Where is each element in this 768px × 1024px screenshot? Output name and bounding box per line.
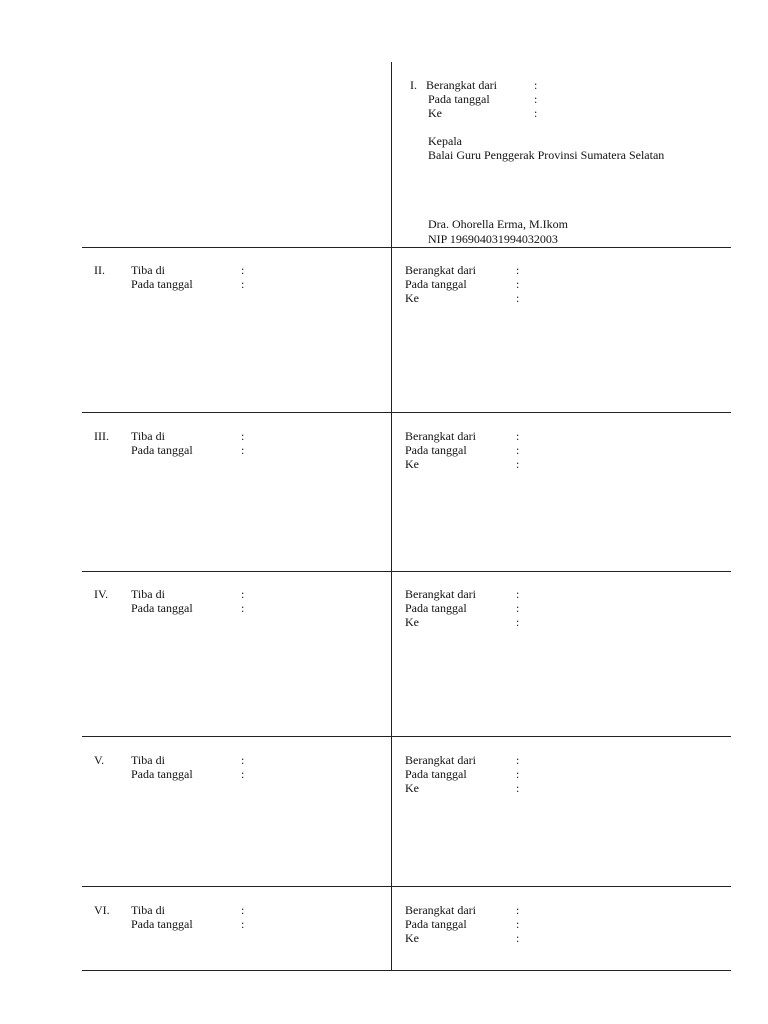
row-divider-6 [82, 970, 731, 971]
colon: : [516, 917, 520, 931]
colon: : [241, 753, 245, 767]
colon: : [241, 903, 245, 917]
colon: : [516, 277, 520, 291]
ke-label: Ke [405, 931, 419, 945]
colon: : [241, 601, 245, 615]
ke-label: Ke [405, 291, 419, 305]
colon: : [516, 615, 520, 629]
tanggal-label: Pada tanggal [131, 767, 193, 781]
colon: : [516, 903, 520, 917]
ke-label: Ke [405, 615, 419, 629]
tiba-label: Tiba di [131, 263, 165, 277]
berangkat-label: Berangkat dari [405, 263, 476, 277]
tanggal-label: Pada tanggal [405, 917, 467, 931]
section-number: IV. [94, 587, 109, 601]
tanggal-label: Pada tanggal [428, 92, 490, 106]
colon: : [516, 443, 520, 457]
tanggal-label: Pada tanggal [405, 601, 467, 615]
colon: : [241, 277, 245, 291]
colon: : [241, 443, 245, 457]
tiba-label: Tiba di [131, 903, 165, 917]
colon: : [534, 78, 538, 92]
berangkat-label: Berangkat dari [405, 429, 476, 443]
section-number: I. [410, 78, 417, 92]
berangkat-label: Berangkat dari [405, 753, 476, 767]
colon: : [516, 931, 520, 945]
ke-label: Ke [405, 781, 419, 795]
tanggal-label: Pada tanggal [405, 277, 467, 291]
section-number: V. [94, 753, 105, 767]
official-title: Kepala [428, 134, 462, 148]
row-divider-3 [82, 571, 731, 572]
row-divider-5 [82, 886, 731, 887]
colon: : [534, 92, 538, 106]
official-name: Dra. Ohorella Erma, M.Ikom [428, 217, 568, 231]
colon: : [241, 263, 245, 277]
section-number: II. [94, 263, 105, 277]
column-divider [391, 62, 392, 971]
colon: : [516, 767, 520, 781]
colon: : [241, 917, 245, 931]
berangkat-label: Berangkat dari [405, 903, 476, 917]
colon: : [516, 601, 520, 615]
tiba-label: Tiba di [131, 429, 165, 443]
ke-label: Ke [428, 106, 442, 120]
tiba-label: Tiba di [131, 753, 165, 767]
colon: : [516, 753, 520, 767]
colon: : [534, 106, 538, 120]
colon: : [516, 429, 520, 443]
berangkat-label: Berangkat dari [426, 78, 497, 92]
tanggal-label: Pada tanggal [131, 601, 193, 615]
official-unit: Balai Guru Penggerak Provinsi Sumatera Selatan [428, 148, 665, 162]
tanggal-label: Pada tanggal [405, 767, 467, 781]
berangkat-label: Berangkat dari [405, 587, 476, 601]
colon: : [516, 587, 520, 601]
colon: : [516, 781, 520, 795]
tanggal-label: Pada tanggal [131, 277, 193, 291]
colon: : [516, 457, 520, 471]
tanggal-label: Pada tanggal [405, 443, 467, 457]
colon: : [241, 587, 245, 601]
tanggal-label: Pada tanggal [131, 917, 193, 931]
row-divider-4 [82, 736, 731, 737]
tiba-label: Tiba di [131, 587, 165, 601]
colon: : [241, 767, 245, 781]
colon: : [516, 263, 520, 277]
section-number: III. [94, 429, 109, 443]
ke-label: Ke [405, 457, 419, 471]
row-divider-1 [82, 247, 731, 248]
official-nip: NIP 196904031994032003 [428, 232, 558, 246]
tanggal-label: Pada tanggal [131, 443, 193, 457]
colon: : [516, 291, 520, 305]
section-number: VI. [94, 903, 110, 917]
row-divider-2 [82, 412, 731, 413]
colon: : [241, 429, 245, 443]
